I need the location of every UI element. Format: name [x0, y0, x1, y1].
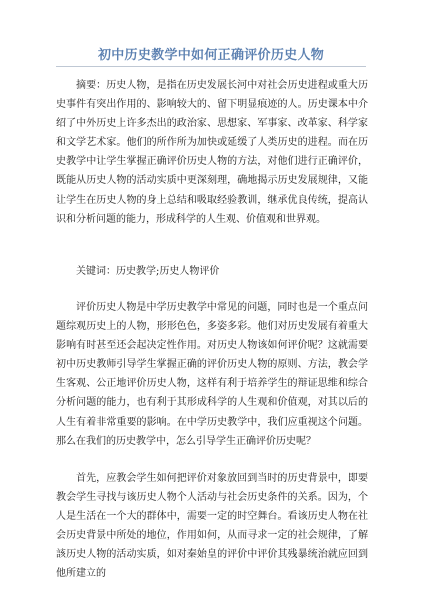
- document-title: 初中历史教学中如何正确评价历史人物: [97, 48, 325, 63]
- body-paragraph: 首先，应教会学生如何把评价对象放回到当时的历史背景中，即要教会学生寻找与该历史人物个人活动与社会历史条件的关系。因为，个人是生活在一个大的群体中，需要一定的时空舞台。看该历史人物在社会历史背景中所处的地位，作用如何，从而寻求一定的社会规律，了解該历史人物的活动实质，如对秦始皇的评价中评价其残暴统治就应回到他所建立的: [56, 473, 368, 580]
- abstract-paragraph: 摘要：历史人物，是指在历史发展长河中对社会历史进程或重大历史事件有突出作用的、影响较大的、留下明显痕迹的人。历史课本中介绍了中外历史上许多杰出的政治家、思想家、军事家、改革家、科学家和文学艺术家。他们的所作所为加快或延缓了人类历史的进程。而在历史教学中让学生掌握正确评价历史人物的方法，对他们进行正确评价，既能从历史人物的活动实质中更深刻理，确地揭示历史发展规律，又能让学生在历史人物的身上总结和吸取经验教训，继承优良传统，提高认识和分析问题的能力，形成科学的人生观、价值观和世界观。: [56, 80, 368, 225]
- title-divider: [56, 66, 366, 67]
- body-paragraph: 评价历史人物是中学历史教学中常见的问题，同时也是一个重点问题综观历史上的人物，形形色色，多姿多彩。他们对历史发展有着重大影响有时甚至还会起决定性作用。对历史人物该如何评价呢？这就需要初中历史教师引导学生掌握正确的评价历史人物的原则、方法，教会学生客观、公正地评价历史人物，这样有利于培养学生的辩证思维和综合分析问题的能力，也有利于其形成科学的人生观和价值观，对其以后的人生有着非常重要的影响。在中学历史教学中，我们应重视这个问题。那么在我们的历史教学中，怎么引导学生正确评价历史呢？: [56, 302, 368, 447]
- keywords-paragraph: 关键词：历史教学;历史人物评价: [76, 266, 220, 277]
